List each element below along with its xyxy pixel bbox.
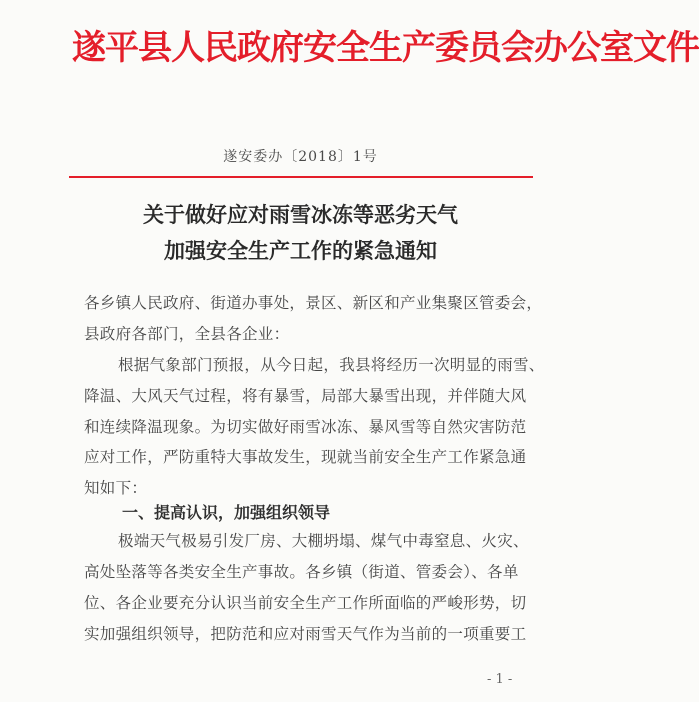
section-heading-1: 一、提高认识，加强组织领导 — [122, 503, 331, 522]
paragraph-1-line-2: 降温、大风天气过程，将有暴雪，局部大暴雪出现，并伴随大风 — [84, 387, 527, 405]
notice-title-line-1: 关于做好应对雨雪冰冻等恶劣天气 — [143, 202, 458, 227]
paragraph-1-line-3: 和连续降温现象。为切实做好雨雪冰冻、暴风雪等自然灾害防范 — [84, 418, 527, 436]
paragraph-2-line-2: 高处坠落等各类安全生产事故。各乡镇（街道、管委会）、各单 — [84, 563, 519, 581]
paragraph-1-line-4: 应对工作，严防重特大事故发生，现就当前安全生产工作紧急通 — [84, 448, 527, 466]
paragraph-1-line-1: 根据气象部门预报，从今日起，我县将经历一次明显的雨雪、 — [118, 356, 545, 374]
addressee-line-2: 县政府各部门，全县各企业： — [84, 325, 290, 343]
document-number: 遂安委办〔2018〕1号 — [223, 149, 378, 165]
paragraph-2-line-1: 极端天气极易引发厂房、大棚坍塌、煤气中毒窒息、火灾、 — [118, 532, 529, 550]
document-header-title: 遂平县人民政府安全生产委员会办公室文件 — [72, 28, 699, 68]
paragraph-1-line-5: 知如下： — [84, 479, 148, 497]
red-divider-line — [69, 176, 533, 178]
page-number: - 1 - — [487, 672, 513, 687]
paragraph-2-line-4: 实加强组织领导，把防范和应对雨雪天气作为当前的一项重要工 — [84, 625, 527, 643]
notice-title-line-2: 加强安全生产工作的紧急通知 — [164, 238, 437, 263]
addressee-line-1: 各乡镇人民政府、街道办事处，景区、新区和产业集聚区管委会， — [84, 294, 543, 312]
paragraph-2-line-3: 位、各企业要充分认识当前安全生产工作所面临的严峻形势，切 — [84, 594, 527, 612]
